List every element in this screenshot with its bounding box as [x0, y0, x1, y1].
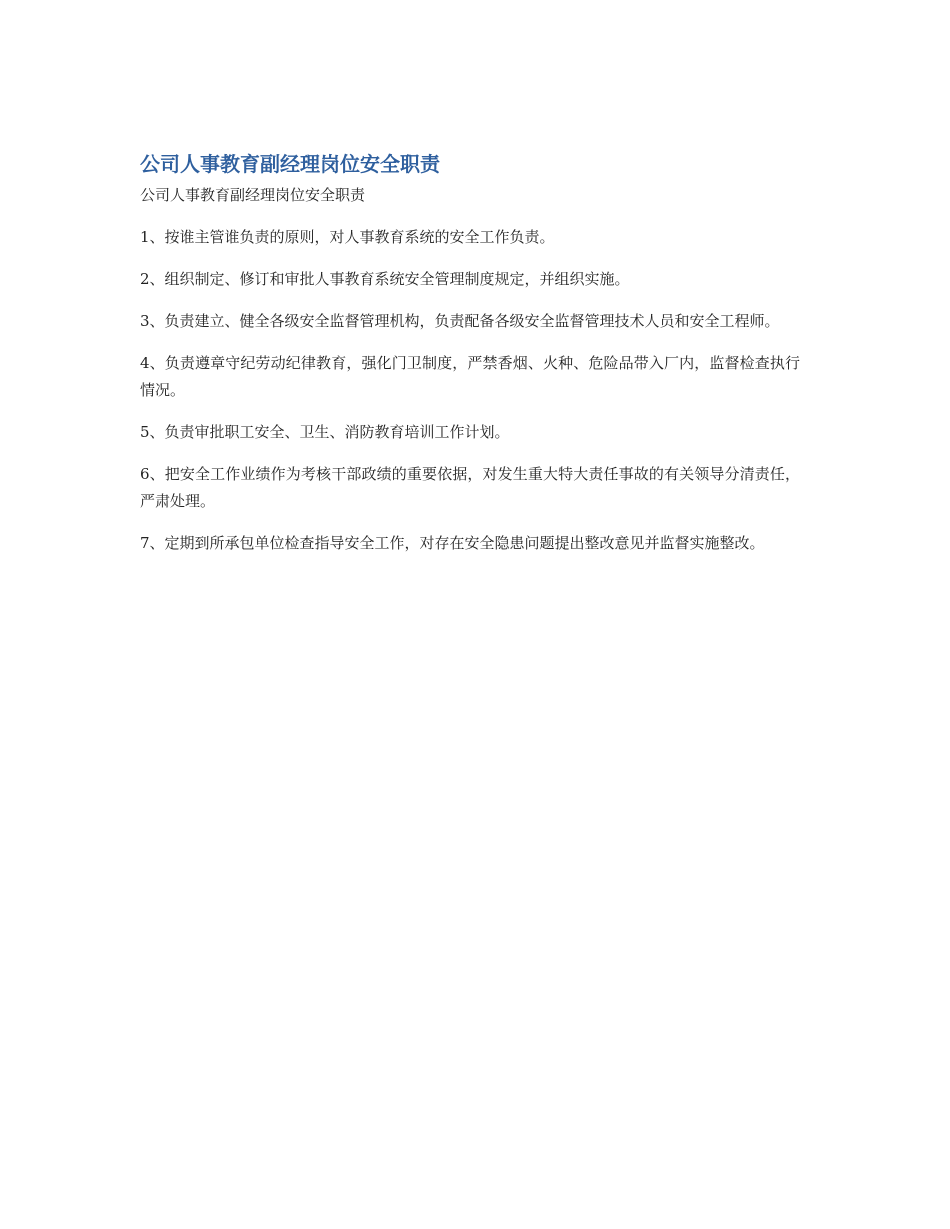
- document-subtitle: 公司人事教育副经理岗位安全职责: [140, 186, 366, 204]
- responsibility-item-1: 1、按谁主管谁负责的原则，对人事教育系统的安全工作负责。: [140, 228, 555, 246]
- responsibility-item-6: 6、把安全工作业绩作为考核干部政绩的重要依据，对发生重大特大责任事故的有关领导分清责任，严肃处理。: [140, 465, 800, 510]
- document-title: 公司人事教育副经理岗位安全职责: [140, 152, 440, 176]
- responsibility-item-4: 4、负责遵章守纪劳动纪律教育，强化门卫制度，严禁香烟、火种、危险品带入厂内，监督检查执行情况。: [140, 354, 800, 399]
- responsibility-item-5: 5、负责审批职工安全、卫生、消防教育培训工作计划。: [140, 423, 510, 441]
- responsibility-item-7: 7、定期到所承包单位检查指导安全工作，对存在安全隐患问题提出整改意见并监督实施整改。: [140, 534, 765, 552]
- responsibility-item-3: 3、负责建立、健全各级安全监督管理机构，负责配备各级安全监督管理技术人员和安全工程师。: [140, 312, 780, 330]
- responsibility-item-2: 2、组织制定、修订和审批人事教育系统安全管理制度规定，并组织实施。: [140, 270, 630, 288]
- responsibility-list: [140, 224, 800, 557]
- document-page: [140, 148, 800, 557]
